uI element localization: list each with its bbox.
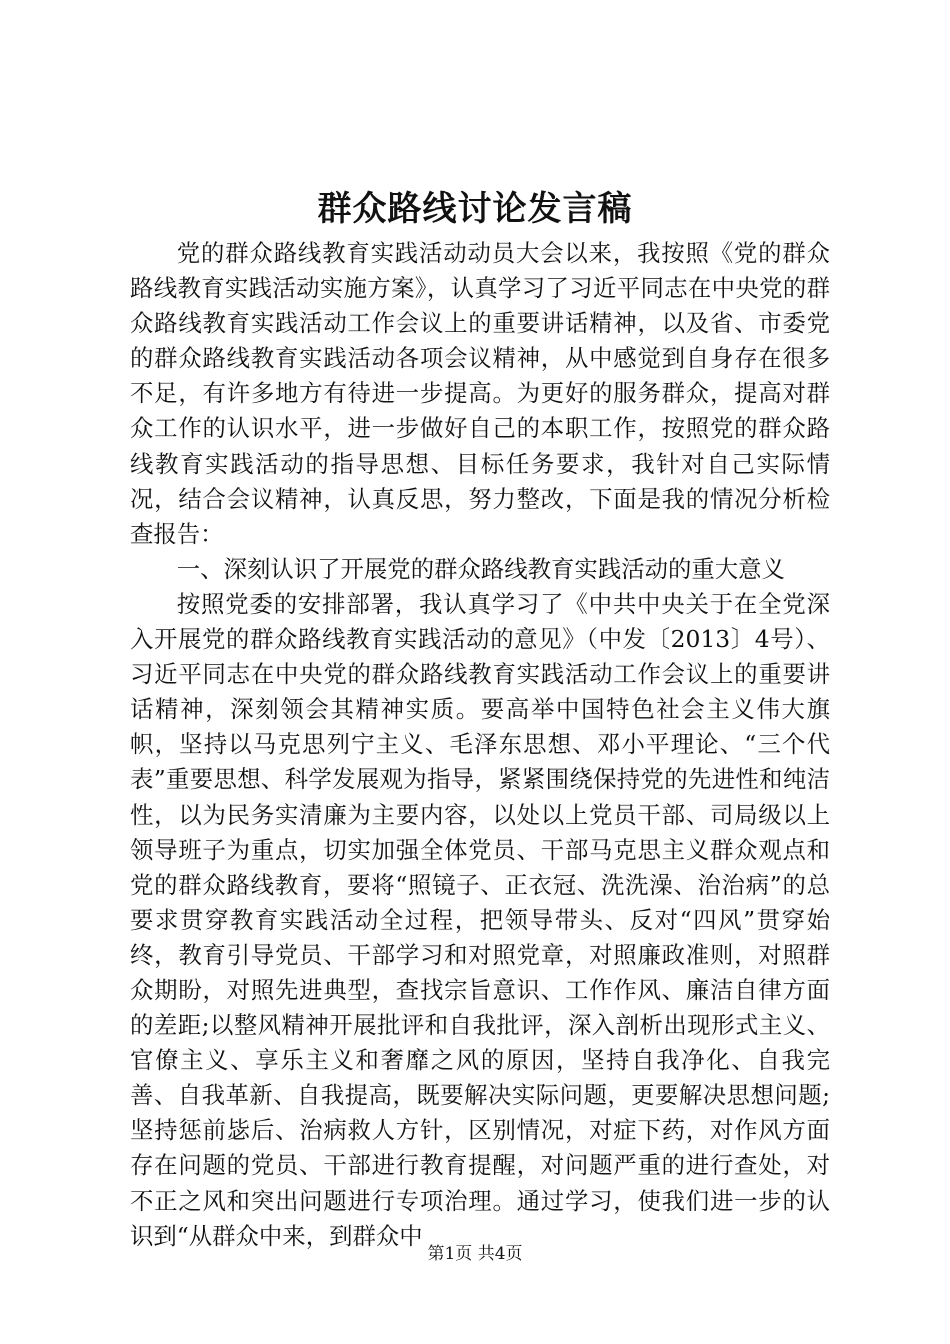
document-title: 群众路线讨论发言稿 xyxy=(317,189,633,229)
paragraph-section-1: 按照党委的安排部署，我认真学习了《中共中央关于在全党深入开展党的群众路线教育实践活动的意见》（中发〔2013〕4号）、习近平同志在中央党的群众路线教育实践活动工作会议上的重要讲话精神，深刻领会其精神实质。要高举中国特色社会主义伟大旗帜，坚持以马克思列宁主义、毛泽东思想、邓小平理论、“三个代表”重要思想、科学发展观为指导，紧紧围绕保持党的先进性和纯洁性，以为民务实清廉为主要内容，以处以上党员干部、司局级以上领导班子为重点，切实加强全体党员、干部马克思主义群众观点和党的群众路线教育，要将“照镜子、正衣冠、洗洗澡、治治病”的总要求贯穿教育实践活动全过程，把领导带头、反对“四风”贯穿始终，教育引导党员、干部学习和对照党章，对照廉政准则，对照群众期盼，对照先进典型，查找宗旨意识、工作作风、廉洁自律方面的差距;以整风精神开展批评和自我批评，深入剖析出现形式主义、官僚主义、享乐主义和奢靡之风的原因，坚持自我净化、自我完善、自我革新、自我提高，既要解决实际问题，更要解决思想问题;坚持惩前毖后、治病救人方针，区别情况，对症下药，对作风方面存在问题的党员、干部进行教育提醒，对问题严重的进行查处，对不正之风和突出问题进行专项治理。通过学习，使我们进一步的认识到“从群众中来，到群众中 xyxy=(130,589,830,1250)
document-body xyxy=(130,236,830,1254)
paragraph-intro: 党的群众路线教育实践活动动员大会以来，我按照《党的群众路线教育实践活动实施方案》，认真学习了习近平同志在中央党的群众路线教育实践活动工作会议上的重要讲话精神，以及省、市委党的群众路线教育实践活动各项会议精神，从中感觉到自身存在很多不足，有许多地方有待进一步提高。为更好的服务群众，提高对群众工作的认识水平，进一步做好自己的本职工作，按照党的群众路线教育实践活动的指导思想、目标任务要求，我针对自己实际情况，结合会议精神，认真反思，努力整改，下面是我的情况分析检查报告： xyxy=(130,239,830,548)
page-number-footer: 第1页 共4页 xyxy=(427,1244,523,1264)
section-heading-1: 一、深刻认识了开展党的群众路线教育实践活动的重大意义 xyxy=(176,554,785,583)
